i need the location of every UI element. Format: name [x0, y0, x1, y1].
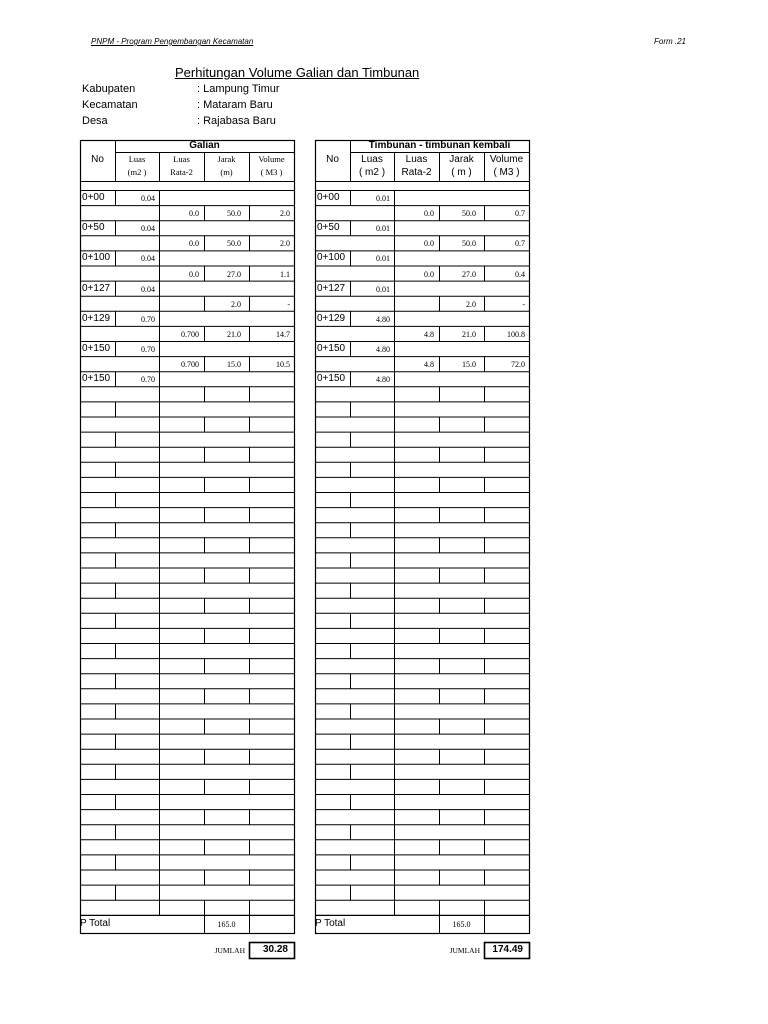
program-name: PNPM - Program Pengembangan Kecamatan	[91, 37, 254, 46]
station-luas: 0.04	[141, 194, 155, 203]
group-title: Galian	[189, 140, 220, 151]
total-label: P Total	[315, 918, 346, 929]
station-label: 0+100	[82, 252, 111, 264]
header-luas-rata-2: Rata-2	[170, 167, 193, 177]
station-luas: 4.80	[376, 345, 390, 354]
station-label: 0+150	[82, 343, 111, 354]
header-no: No	[91, 154, 104, 165]
segment-jarak: 21.0	[462, 329, 476, 339]
header-jarak: Jarak	[449, 154, 474, 165]
station-luas: 0.04	[141, 284, 155, 294]
header-luas-unit: ( m2 )	[358, 167, 386, 178]
segment-luas-rata: 0.700	[181, 329, 199, 339]
station-luas: 0.01	[376, 224, 390, 234]
segment-luas-rata: 0.0	[424, 239, 434, 249]
segment-jarak: 27.0	[227, 269, 241, 279]
segment-luas-rata: 0.0	[189, 239, 199, 249]
station-label: 0+127	[82, 282, 111, 294]
station-luas: 0.70	[141, 375, 155, 385]
station-luas: 0.01	[376, 194, 390, 203]
segment-jarak: 15.0	[462, 360, 476, 370]
station-label: 0+00	[317, 192, 340, 203]
header-luas-unit: (m2 )	[127, 167, 147, 177]
total-jarak: 165.0	[217, 920, 236, 929]
info-label: Desa	[82, 115, 108, 127]
station-luas: 0.70	[141, 314, 155, 324]
station-luas: 0.01	[376, 284, 390, 294]
info-value: : Rajabasa Baru	[197, 115, 276, 127]
segment-jarak: 50.0	[462, 209, 476, 219]
segment-volume: 100.8	[507, 329, 525, 339]
station-label: 0+127	[317, 282, 346, 294]
info-label: Kecamatan	[82, 99, 138, 111]
segment-volume: -	[287, 299, 290, 309]
segment-jarak: 2.0	[466, 299, 476, 309]
segment-luas-rata: 0.700	[181, 360, 199, 370]
timbunan-table	[315, 140, 529, 958]
galian-table	[80, 140, 294, 958]
header-luas: Luas	[361, 154, 383, 165]
segment-luas-rata: 0.0	[424, 269, 434, 279]
segment-jarak: 21.0	[227, 329, 241, 339]
segment-volume: 1.1	[280, 269, 290, 279]
info-value: : Lampung Timur	[197, 83, 280, 95]
segment-luas-rata: 0.0	[189, 209, 199, 219]
segment-volume: 2.0	[280, 209, 290, 219]
station-luas: 0.04	[141, 224, 155, 234]
station-luas: 0.70	[141, 345, 155, 354]
jumlah-label: JUMLAH	[449, 946, 480, 955]
station-label: 0+150	[82, 373, 111, 385]
jumlah-value: 30.28	[262, 944, 288, 955]
header-jarak: Jarak	[217, 154, 236, 164]
page-title: Perhitungan Volume Galian dan Timbunan	[175, 65, 420, 80]
segment-jarak: 50.0	[462, 239, 476, 249]
header-jarak-unit: (m)	[220, 167, 233, 177]
station-label: 0+129	[82, 312, 111, 324]
segment-jarak: 2.0	[231, 299, 241, 309]
group-title: Timbunan - timbunan kembali	[368, 140, 511, 151]
segment-volume: 0.4	[515, 269, 525, 279]
jumlah-value: 174.49	[492, 944, 523, 955]
station-luas: 4.80	[376, 314, 390, 324]
station-label: 0+100	[317, 252, 346, 264]
station-luas: 0.04	[141, 254, 155, 264]
segment-volume: 2.0	[280, 239, 290, 249]
station-luas: 0.01	[376, 254, 390, 264]
station-label: 0+50	[317, 222, 340, 234]
station-label: 0+150	[317, 343, 346, 354]
segment-volume: 10.5	[276, 360, 290, 370]
segment-jarak: 50.0	[227, 209, 241, 219]
station-label: 0+00	[82, 192, 105, 203]
header-luas-rata: Luas	[405, 154, 428, 165]
segment-jarak: 15.0	[227, 360, 241, 370]
segment-luas-rata: 0.0	[189, 269, 199, 279]
header-volume-unit: ( M3 )	[260, 167, 283, 177]
header-jarak-unit: ( m )	[451, 167, 472, 178]
station-luas: 4.80	[376, 375, 390, 385]
header-volume-unit: ( M3 )	[493, 167, 520, 178]
segment-jarak: 27.0	[462, 269, 476, 279]
jumlah-label: JUMLAH	[214, 946, 245, 955]
form-number: Form .21	[654, 37, 687, 46]
total-label: P Total	[80, 918, 111, 929]
info-label: Kabupaten	[82, 83, 136, 95]
segment-jarak: 50.0	[227, 239, 241, 249]
header-volume: Volume	[489, 154, 524, 165]
segment-volume: 0.7	[515, 209, 525, 219]
segment-volume: -	[522, 299, 525, 309]
segment-volume: 0.7	[515, 239, 525, 249]
station-label: 0+50	[82, 222, 105, 234]
header-luas-rata-2: Rata-2	[401, 167, 432, 178]
header-no: No	[326, 154, 339, 165]
segment-luas-rata: 0.0	[424, 209, 434, 219]
header-luas-rata: Luas	[173, 154, 190, 164]
info-value: : Mataram Baru	[197, 99, 273, 111]
station-label: 0+150	[317, 373, 346, 385]
segment-volume: 72.0	[511, 360, 525, 370]
total-jarak: 165.0	[452, 920, 471, 929]
header-luas: Luas	[128, 154, 146, 164]
segment-luas-rata: 4.8	[424, 360, 434, 370]
segment-luas-rata: 4.8	[424, 329, 434, 339]
segment-volume: 14.7	[276, 329, 290, 339]
header-volume: Volume	[258, 154, 285, 164]
station-label: 0+129	[317, 312, 346, 324]
